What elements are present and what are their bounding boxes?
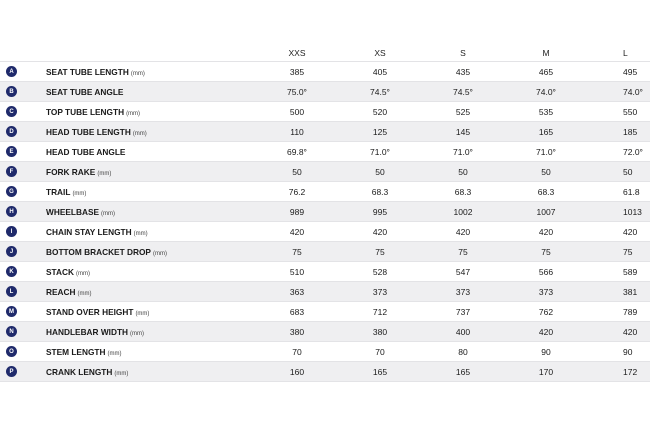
table-cell: 420 bbox=[372, 226, 388, 237]
table-cell: 525 bbox=[455, 106, 471, 117]
row-unit: (mm) bbox=[77, 290, 92, 297]
row-letter-badge: C bbox=[6, 106, 17, 117]
table-row bbox=[0, 362, 650, 382]
table-cell: 535 bbox=[538, 106, 554, 117]
row-label bbox=[46, 187, 86, 197]
row-label-text: CHAIN STAY LENGTH bbox=[46, 226, 132, 237]
row-label bbox=[46, 207, 115, 217]
table-cell: 75 bbox=[292, 246, 302, 257]
row-unit: (mm) bbox=[130, 70, 145, 77]
row-unit: (mm) bbox=[75, 270, 90, 277]
row-label bbox=[46, 327, 144, 337]
table-cell: 1002 bbox=[453, 206, 473, 217]
table-cell: 373 bbox=[455, 286, 471, 297]
row-label bbox=[46, 67, 145, 77]
table-cell: 165 bbox=[538, 126, 554, 137]
table-cell: 420 bbox=[538, 326, 554, 337]
row-label bbox=[46, 227, 148, 237]
table-cell: 160 bbox=[289, 366, 305, 377]
table-cell: 589 bbox=[623, 266, 638, 277]
row-label bbox=[46, 167, 111, 177]
row-label bbox=[46, 247, 167, 257]
table-cell: 420 bbox=[455, 226, 471, 237]
row-unit: (mm) bbox=[133, 230, 148, 237]
table-cell: 74.0° bbox=[623, 86, 643, 97]
row-letter-badge: I bbox=[6, 226, 17, 237]
table-cell: 80 bbox=[458, 346, 468, 357]
table-row bbox=[0, 282, 650, 302]
table-cell: 170 bbox=[538, 366, 554, 377]
row-label bbox=[46, 147, 127, 157]
table-cell: 110 bbox=[290, 126, 304, 137]
row-unit: (mm) bbox=[107, 350, 122, 357]
row-label-text: STACK bbox=[46, 266, 74, 277]
row-letter-badge: E bbox=[6, 146, 17, 157]
row-unit: (mm) bbox=[135, 310, 150, 317]
table-cell: 420 bbox=[289, 226, 305, 237]
table-cell: 74.5° bbox=[370, 86, 390, 97]
row-letter-badge: M bbox=[6, 306, 17, 317]
table-cell: 989 bbox=[289, 206, 305, 217]
table-cell: 547 bbox=[455, 266, 471, 277]
table-cell: 420 bbox=[623, 326, 638, 337]
table-cell: 70 bbox=[292, 346, 302, 357]
row-label bbox=[46, 127, 147, 137]
table-cell: 165 bbox=[372, 366, 388, 377]
table-cell: 165 bbox=[455, 366, 471, 377]
row-letter-badge: O bbox=[6, 346, 17, 357]
geometry-table bbox=[0, 44, 650, 382]
row-letter-badge: A bbox=[6, 66, 17, 77]
row-label-text: STEM LENGTH bbox=[46, 346, 106, 357]
table-cell: 71.0° bbox=[536, 146, 556, 157]
row-label bbox=[46, 287, 92, 297]
table-cell: 185 bbox=[623, 126, 638, 137]
row-label bbox=[46, 307, 149, 317]
table-cell: 550 bbox=[623, 106, 638, 117]
row-letter-badge: P bbox=[6, 366, 17, 377]
row-label bbox=[46, 87, 125, 97]
row-label-text: FORK RAKE bbox=[46, 166, 96, 177]
table-cell: 71.0° bbox=[453, 146, 473, 157]
row-label-text: SEAT TUBE ANGLE bbox=[46, 86, 124, 97]
row-letter-badge: B bbox=[6, 86, 17, 97]
table-cell: 737 bbox=[455, 306, 471, 317]
table-cell: 500 bbox=[289, 106, 305, 117]
table-cell: 373 bbox=[538, 286, 554, 297]
table-cell: 510 bbox=[289, 266, 305, 277]
table-cell: 405 bbox=[372, 66, 388, 77]
table-cell: 69.8° bbox=[287, 146, 307, 157]
row-label-text: WHEELBASE bbox=[46, 206, 100, 217]
table-cell: 420 bbox=[623, 226, 638, 237]
row-label-text: REACH bbox=[46, 286, 76, 297]
table-header-row bbox=[0, 44, 650, 62]
table-cell: 75 bbox=[458, 246, 468, 257]
table-cell: 363 bbox=[289, 286, 305, 297]
table-cell: 90 bbox=[623, 346, 633, 357]
row-label-text: TOP TUBE LENGTH bbox=[46, 106, 125, 117]
row-unit: (mm) bbox=[72, 190, 87, 197]
column-header-xxs: XXS bbox=[288, 47, 306, 58]
table-cell: 50 bbox=[458, 166, 468, 177]
table-cell: 68.3 bbox=[454, 186, 472, 197]
table-cell: 1013 bbox=[623, 206, 642, 217]
table-cell: 70 bbox=[375, 346, 385, 357]
table-cell: 995 bbox=[372, 206, 388, 217]
table-cell: 172 bbox=[623, 366, 638, 377]
table-cell: 75 bbox=[541, 246, 551, 257]
table-cell: 789 bbox=[623, 306, 638, 317]
table-cell: 50 bbox=[623, 166, 633, 177]
row-label-text: BOTTOM BRACKET DROP bbox=[46, 246, 151, 257]
row-unit: (mm) bbox=[132, 130, 147, 137]
row-letter-badge: N bbox=[6, 326, 17, 337]
table-row bbox=[0, 202, 650, 222]
row-letter-badge: K bbox=[6, 266, 17, 277]
table-row bbox=[0, 122, 650, 142]
column-header-l: L bbox=[623, 47, 628, 58]
row-letter-badge: H bbox=[6, 206, 17, 217]
table-cell: 125 bbox=[372, 126, 388, 137]
table-cell: 373 bbox=[372, 286, 388, 297]
table-row bbox=[0, 82, 650, 102]
row-label-text: TRAIL bbox=[46, 186, 71, 197]
table-cell: 68.3 bbox=[537, 186, 555, 197]
table-cell: 420 bbox=[538, 226, 554, 237]
row-unit: (mm) bbox=[152, 250, 167, 257]
table-row bbox=[0, 102, 650, 122]
table-cell: 683 bbox=[289, 306, 305, 317]
table-row bbox=[0, 222, 650, 242]
table-cell: 145 bbox=[455, 126, 471, 137]
table-cell: 435 bbox=[455, 66, 471, 77]
table-cell: 75 bbox=[375, 246, 385, 257]
table-cell: 50 bbox=[292, 166, 302, 177]
table-cell: 75.0° bbox=[287, 86, 307, 97]
column-header-xs: XS bbox=[374, 47, 386, 58]
table-cell: 762 bbox=[538, 306, 554, 317]
table-cell: 712 bbox=[372, 306, 388, 317]
table-cell: 380 bbox=[372, 326, 388, 337]
table-cell: 385 bbox=[289, 66, 305, 77]
row-label-text: CRANK LENGTH bbox=[46, 366, 113, 377]
row-unit: (mm) bbox=[101, 210, 116, 217]
row-label-text: HEAD TUBE LENGTH bbox=[46, 126, 131, 137]
row-letter-badge: J bbox=[6, 246, 17, 257]
table-cell: 465 bbox=[538, 66, 554, 77]
column-header-s: S bbox=[460, 47, 466, 58]
row-label-text: SEAT TUBE LENGTH bbox=[46, 66, 129, 77]
table-row bbox=[0, 302, 650, 322]
table-cell: 50 bbox=[541, 166, 551, 177]
table-row bbox=[0, 182, 650, 202]
table-row bbox=[0, 162, 650, 182]
table-cell: 74.5° bbox=[453, 86, 473, 97]
row-label bbox=[46, 367, 128, 377]
row-letter-badge: F bbox=[6, 166, 17, 177]
row-label-text: HEAD TUBE ANGLE bbox=[46, 146, 126, 157]
row-label-text: HANDLEBAR WIDTH bbox=[46, 326, 129, 337]
row-unit: (mm) bbox=[126, 110, 141, 117]
table-row bbox=[0, 242, 650, 262]
table-cell: 528 bbox=[372, 266, 388, 277]
row-label bbox=[46, 347, 121, 357]
table-cell: 61.8 bbox=[623, 186, 640, 197]
table-cell: 495 bbox=[623, 66, 638, 77]
row-label bbox=[46, 267, 90, 277]
table-cell: 90 bbox=[541, 346, 551, 357]
table-cell: 74.0° bbox=[536, 86, 556, 97]
row-letter-badge: G bbox=[6, 186, 17, 197]
row-letter-badge: D bbox=[6, 126, 17, 137]
table-cell: 76.2 bbox=[288, 186, 306, 197]
table-cell: 1007 bbox=[536, 206, 556, 217]
table-cell: 380 bbox=[289, 326, 305, 337]
row-unit: (mm) bbox=[97, 170, 112, 177]
table-row bbox=[0, 62, 650, 82]
row-unit: (mm) bbox=[114, 370, 129, 377]
table-body bbox=[0, 62, 650, 382]
table-row bbox=[0, 322, 650, 342]
table-row bbox=[0, 142, 650, 162]
table-cell: 72.0° bbox=[623, 146, 643, 157]
row-label bbox=[46, 107, 140, 117]
table-cell: 50 bbox=[375, 166, 385, 177]
row-label-text: STAND OVER HEIGHT bbox=[46, 306, 134, 317]
table-row bbox=[0, 342, 650, 362]
table-cell: 381 bbox=[623, 286, 638, 297]
table-cell: 71.0° bbox=[370, 146, 390, 157]
column-header-m: M bbox=[542, 47, 550, 58]
table-cell: 68.3 bbox=[371, 186, 389, 197]
row-letter-badge: L bbox=[6, 286, 17, 297]
table-cell: 400 bbox=[455, 326, 471, 337]
table-cell: 566 bbox=[538, 266, 554, 277]
table-cell: 75 bbox=[623, 246, 633, 257]
table-row bbox=[0, 262, 650, 282]
table-cell: 520 bbox=[372, 106, 388, 117]
row-unit: (mm) bbox=[130, 330, 145, 337]
